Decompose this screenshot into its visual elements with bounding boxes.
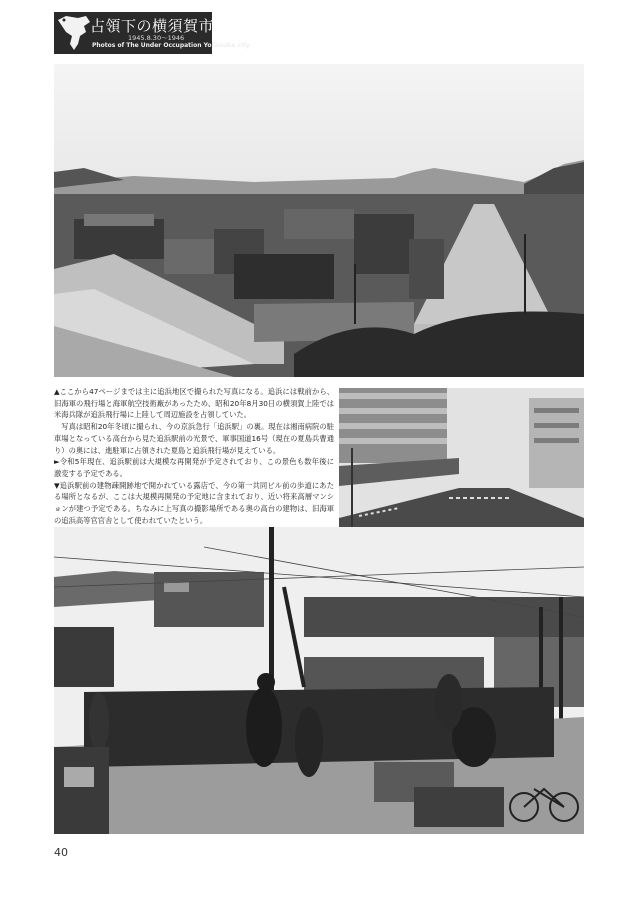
caption-paragraph-2: 写真は昭和20年冬頃に撮られ、今の京浜急行「追浜駅」の裏。現在は湘南病院の駐車場となっている高台から見た追浜駅前の光景で、軍事国道16号（現在の夏島兵曹通り）の奥には、進駐軍に占領された夏島と追浜飛行場が見えている。 <box>54 422 334 455</box>
station-front-illustration <box>339 388 584 542</box>
header-dates: 1945.8.30〜1946 <box>128 34 185 42</box>
caption-paragraph-1: ▲ここから47ページまでは主に追浜地区で撮られた写真になる。追浜には戦前から、旧海軍の飛行場と海軍航空技術廠があったため、昭和20年8月30日の横須賀上陸では米海兵隊が追浜飛行場に上陸して周辺施設を占領していた。 <box>54 387 334 420</box>
header-subtitle: Photos of The Under Occupation Yokosuka city <box>92 42 250 49</box>
yokosuka-map-icon <box>56 14 92 52</box>
chapter-header <box>54 12 250 54</box>
photo-modern-station-front <box>339 388 584 542</box>
caption-paragraph-4: ▼追浜駅前の建物疎開跡地で開かれている露店で、今の第一共同ビル前の歩道にあたる場所となるが、ここは大規模再開発の予定地に含まれており、近い将来高層マンションが建つ予定である。ちなみに上写真の撮影場所である奥の高台の建物は、旧海軍の追浜高等官官舎として使われていたという。 <box>54 480 334 525</box>
header-title: 占領下の横須賀市街 <box>90 17 230 35</box>
photo-caption <box>54 386 334 526</box>
market-crowd-illustration <box>54 527 584 834</box>
page-number: 40 <box>54 846 68 859</box>
caption-paragraph-3: ►令和5年現在、追浜駅前は大規模な再開発が予定されており、この景色も数年後に激変する予定である。 <box>54 457 334 478</box>
street-view-illustration <box>54 64 584 377</box>
photo-street-view-oppama <box>54 64 584 377</box>
photo-market-crowd <box>54 527 584 834</box>
